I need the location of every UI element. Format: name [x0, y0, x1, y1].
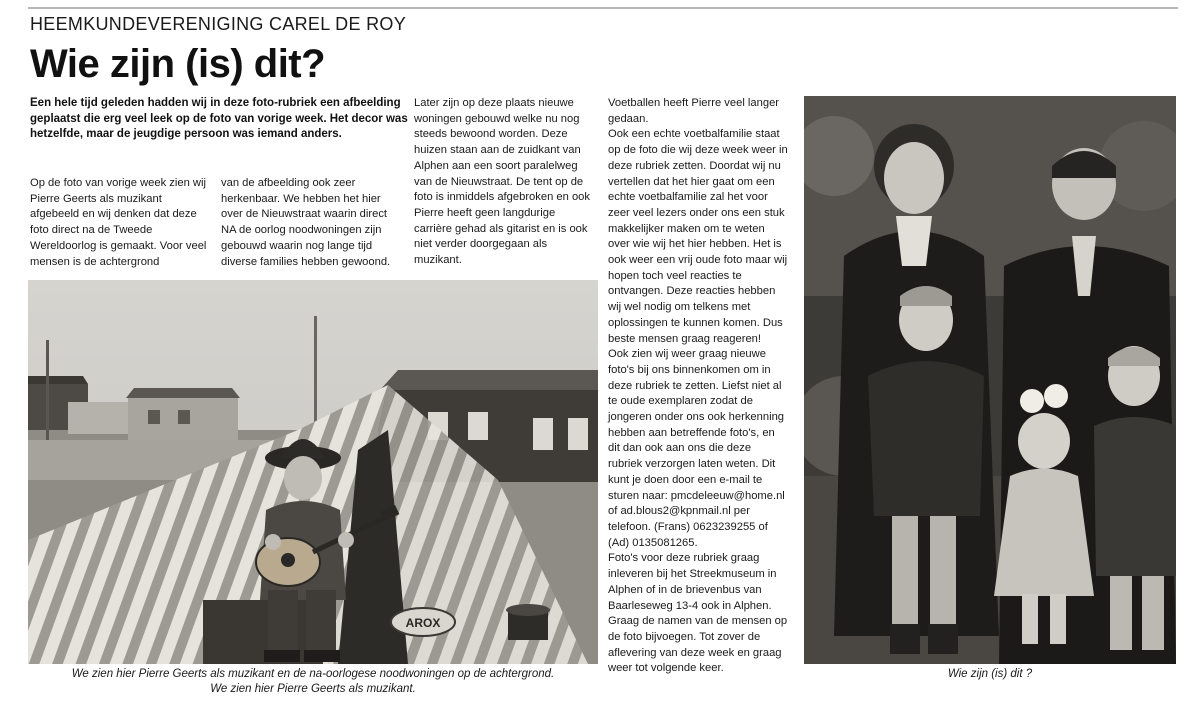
photo-caption-2: Wie zijn (is) dit ? [947, 668, 1033, 680]
body-column-1: Op de foto van vorige week zien wij Pierre Geerts als muzikant afgebeeld en wij denken dat deze foto direct na de Tweede Wereldoorlog is gemaakt. Voor veel mensen is de achtergrond [30, 177, 207, 268]
article-title: Wie zijn (is) dit? [30, 42, 326, 86]
photo-family-portrait [804, 96, 1176, 664]
body-column-2: van de afbeelding ook zeer herkenbaar. We hebben het hier over de Nieuwstraat waarin direct NA de oorlog noodwoningen zijn gebouwd waarin nog lange tijd diverse families hebben gewoond. [221, 177, 391, 268]
photo-boy-illustration [28, 280, 598, 664]
caption-line: We zien hier Pierre Geerts als muzikant en de na-oorlogese noodwoningen op de achtergrond. [71, 668, 555, 680]
photo-caption-1 [28, 667, 598, 697]
article-lead: Een hele tijd geleden hadden wij in deze foto-rubriek een afbeelding geplaatst die erg veel leek op de foto van vorige week. Het decor was hetzelfde, maar de jeugdige persoon was iemand anders. [30, 97, 408, 141]
top-rule [28, 7, 1178, 9]
paragraph: Foto's voor deze rubriek graag inleveren bij het Streekmuseum in Alphen of in de brievenbus van Baarleseweg 13-4 ook in Alphen. Graag de namen van de mensen op de foto bijvoegen. Tot zover de aflevering van deze week en graag weer tot volgende keer. [608, 552, 788, 675]
photo-boy-with-mandolin [28, 280, 598, 664]
paragraph: Voetballen heeft Pierre veel langer gedaan. [608, 97, 780, 125]
section-header: HEEMKUNDEVERENIGING CAREL DE ROY [30, 14, 406, 34]
body-column-4 [608, 96, 788, 677]
paragraph: Ook een echte voetbalfamilie staat op de foto die wij deze week weer in deze rubriek zetten. Doordat wij nu vertellen dat het hier gaat om een echte voetbalfamilie zal het voor zeer veel lezers onder ons een stuk makkelijker maken om te weten over wie wij het hier hebben. Het is ook weer een vrij oude foto maar wij hopen toch veel reacties te ontvangen. Deze reacties hebben wij wel nodig om telkens met oplossingen te kunnen komen. Dus beste mensen graag reageren! [608, 128, 788, 345]
arox-sign-text: AROX [405, 616, 441, 630]
body-column-3: Later zijn op deze plaats nieuwe woningen gebouwd welke nu nog steeds bewoond worden. Deze huizen staan aan de zuidkant van Alphen aan een soort paralelweg van de Nieuwstraat. De tent op de foto is inmiddels afgebroken en ook Pierre heeft geen langdurige carrière gehad als gitarist en is ook niet verder doorgegaan als muzikant. [414, 97, 591, 267]
caption-line: We zien hier Pierre Geerts als muzikant. [210, 683, 416, 695]
photo-family-illustration [804, 96, 1176, 664]
paragraph: Ook zien wij weer graag nieuwe foto's bij ons binnenkomen om in deze rubriek te zetten. Liefst niet al te oude exemplaren zodat de jongeren onder ons ook herkenning hebben aan betreffende foto's, en dit dan ook aan ons die deze rubriek verzorgen laten weten. Dit kunt je doen door een e-mail te sturen naar: pmcdeleeuw@home.nl of ad.blous2@kpnmail.nl per telefoon. (Frans) 0623239255 of (Ad) 0135081265. [608, 348, 785, 549]
